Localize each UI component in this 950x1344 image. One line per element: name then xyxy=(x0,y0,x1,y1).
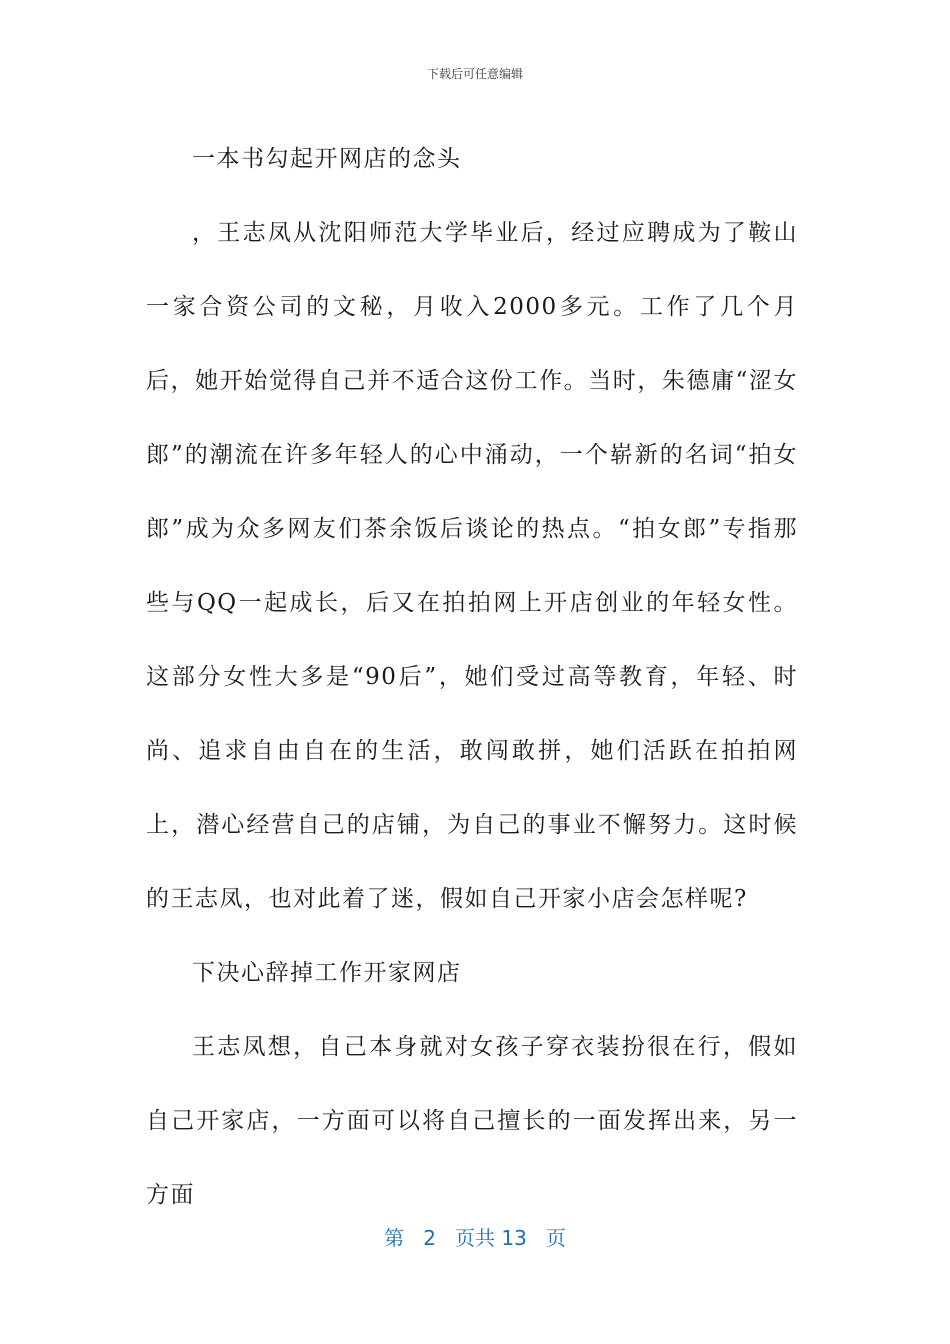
page-header-note: 下载后可任意编辑 xyxy=(426,67,523,81)
page-footer xyxy=(0,1224,950,1252)
footer-prefix: 第 xyxy=(384,1226,405,1250)
body-paragraph: ，王志凤从沈阳师范大学毕业后，经过应聘成为了鞍山一家合资公司的文秘，月收入2000多元。工作了几个月后，她开始觉得自己并不适合这份工作。当时，朱德庸“涩女郎”的潮流在许多年轻人的心中涌动，一个崭新的名词“拍女郎”成为众多网友们茶余饭后谈论的热点。“拍女郎”专指那些与QQ一起成长，后又在拍拍网上开店创业的年轻女性。这部分女性大多是“90后”，她们受过高等教育，年轻、时尚、追求自由自在的生活，敢闯敢拼，她们活跃在拍拍网上，潜心经营自己的店铺，为自己的事业不懈努力。这时候的王志凤，也对此着了迷，假如自己开家小店会怎样呢? xyxy=(146,220,798,912)
footer-page-number: 2 xyxy=(423,1226,436,1250)
footer-middle: 页共 xyxy=(455,1226,495,1250)
section-heading: 一本书勾起开网店的念头 xyxy=(192,146,462,172)
document-body xyxy=(146,122,798,1232)
section-heading: 下决心辞掉工作开家网店 xyxy=(192,960,462,986)
body-paragraph: 王志凤想，自己本身就对女孩子穿衣装扮很在行，假如自己开家店，一方面可以将自己擅长的一面发挥出来，另一方面 xyxy=(146,1034,798,1208)
footer-suffix: 页 xyxy=(545,1226,566,1250)
footer-total-pages: 13 xyxy=(501,1226,527,1250)
